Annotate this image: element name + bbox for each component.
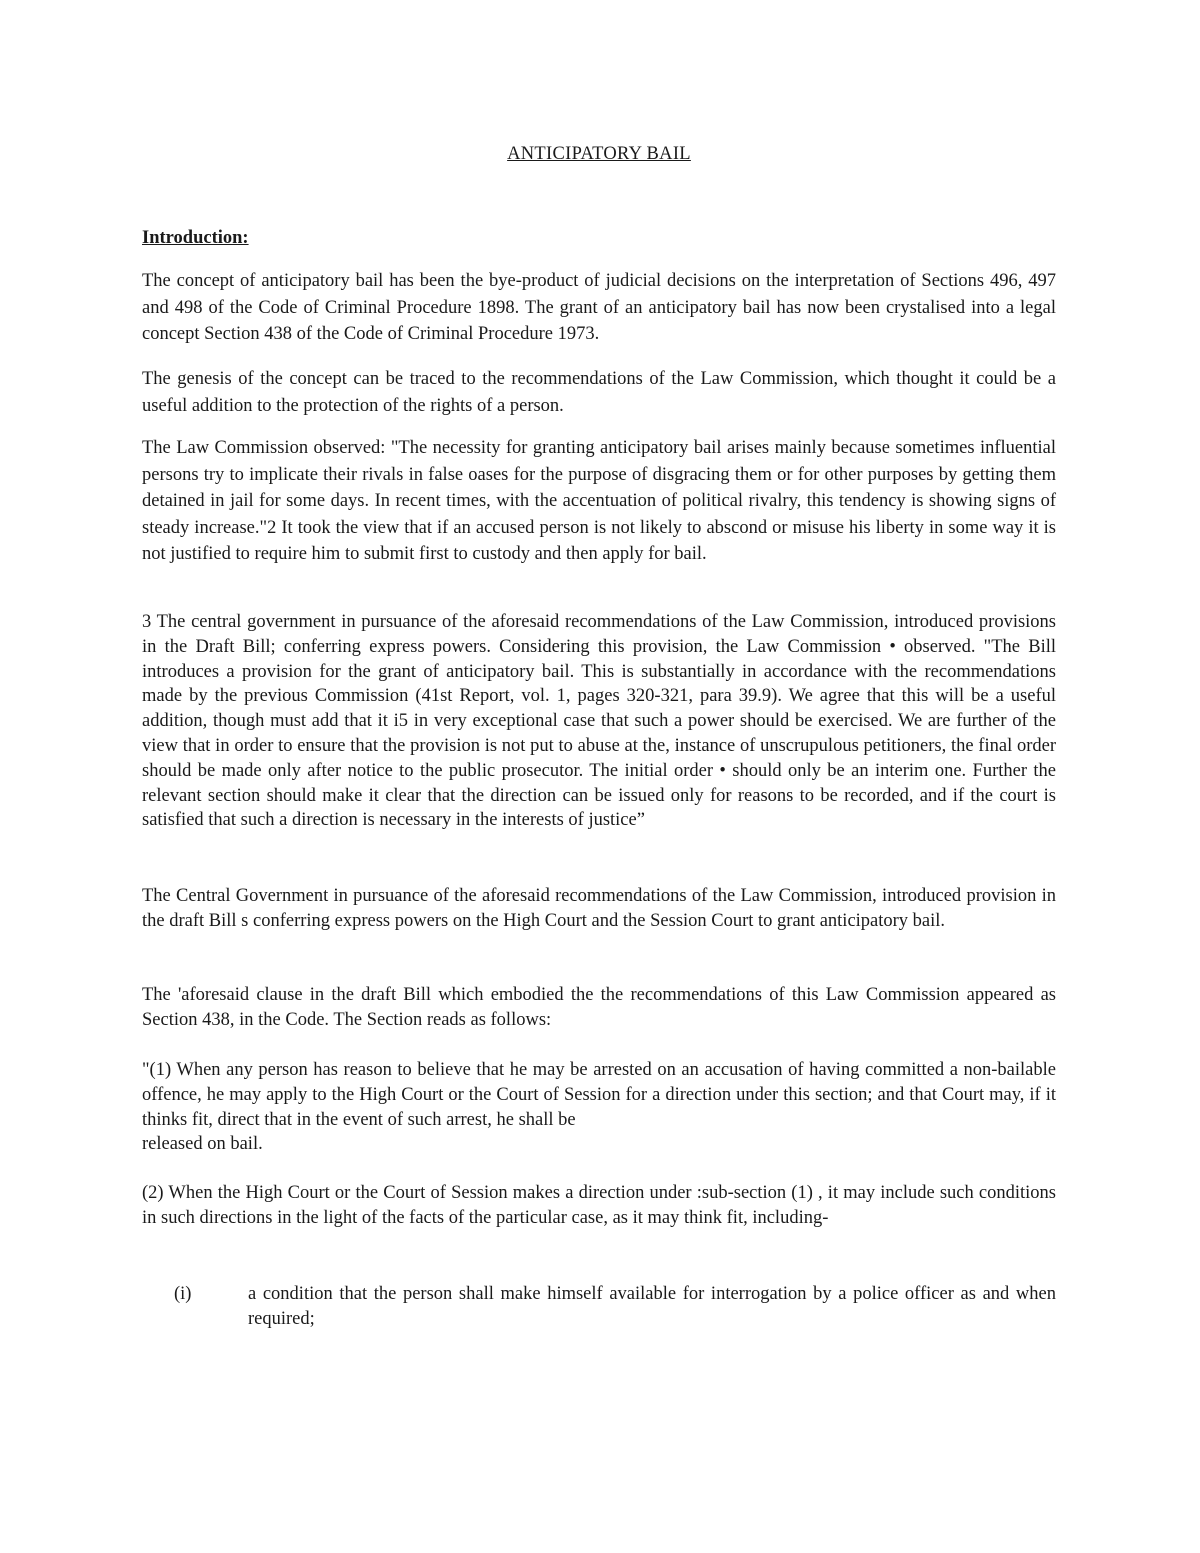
paragraph-draft-bill: The Central Government in pursuance of the aforesaid recommendations of the Law Commission, introduced provision in the draft Bill s conferring express powers on the High Court and the Session Court to grant anticipatory bail. <box>142 886 1056 931</box>
paragraph-genesis: The genesis of the concept can be traced to the recommendations of the Law Commission, which thought it could be a useful addition to the protection of the rights of a person. <box>142 369 1056 416</box>
quote-subsection-1-end: released on bail. <box>142 1134 263 1155</box>
paragraph-section-438: The 'aforesaid clause in the draft Bill which embodied the the recommendations of this Law Commission appeared as Section 438, in the Code. The Section reads as follows: <box>142 985 1056 1030</box>
section-quote <box>142 1058 1056 1157</box>
paragraph-concept: The concept of anticipatory bail has been the bye-product of judicial decisions on the interpretation of Sections 496, 497 and 498 of the Code of Criminal Procedure 1898. The grant of an anticipatory bail has now been crystalised into a legal concept Section 438 of the Code of Criminal Procedure 1973. <box>142 271 1056 344</box>
paragraph-law-commission: The Law Commission observed: "The necessity for granting anticipatory bail arises mainly because sometimes influential persons try to implicate their rivals in false oases for the purpose of disgracing them or for other purposes by getting them detained in jail for some days. In recent times, with the accentuation of political rivalry, this tendency is showing signs of steady increase."2 It took the view that if an accused person is not likely to abscond or misuse his liberty in some way it is not justified to require him to submit first to custody and then apply for bail. <box>142 438 1056 564</box>
paragraph-central-government: 3 The central government in pursuance of the aforesaid recommendations of the Law Commission, introduced provisions in the Draft Bill; conferring express powers. Considering this provision, the Law Commission • observed. "The Bill introduces a provision for the grant of anticipatory bail. This is substantially in accordance with the recommendations made by the previous Commission (41st Report, vol. 1, pages 320-321, para 39.9). We agree that this will be a useful addition, though must add that it i5 in very exceptional case that such a power should be exercised. We are further of the view that in order to ensure that the provision is not put to abuse at the, instance of unscrupulous petitioners, the final order should be made only after notice to the public prosecutor. The initial order • should only be an interim one. Further the relevant section should make it clear that the direction can be issued only for reasons to be recorded, and if the court is satisfied that such a direction is necessary in the interests of justice” <box>142 612 1056 831</box>
section-heading: Introduction: <box>142 228 249 248</box>
quote-subsection-1: "(1) When any person has reason to believe that he may be arrested on an accusation of having committed a non-bailable offence, he may apply to the High Court or the Court of Session for a direction under this section; and that Court may, if it thinks fit, direct that in the event of such arrest, he shall be <box>142 1060 1056 1130</box>
list-marker: (i) <box>174 1284 192 1304</box>
document-title: ANTICIPATORY BAIL <box>507 144 691 164</box>
list-text: a condition that the person shall make himself available for interrogation by a police officer as and when required; <box>248 1284 1056 1329</box>
paragraph-subsection-2: (2) When the High Court or the Court of Session makes a direction under :sub-section (1) , it may include such conditions in such directions in the light of the facts of the particular case, as it may think fit, including- <box>142 1183 1056 1228</box>
